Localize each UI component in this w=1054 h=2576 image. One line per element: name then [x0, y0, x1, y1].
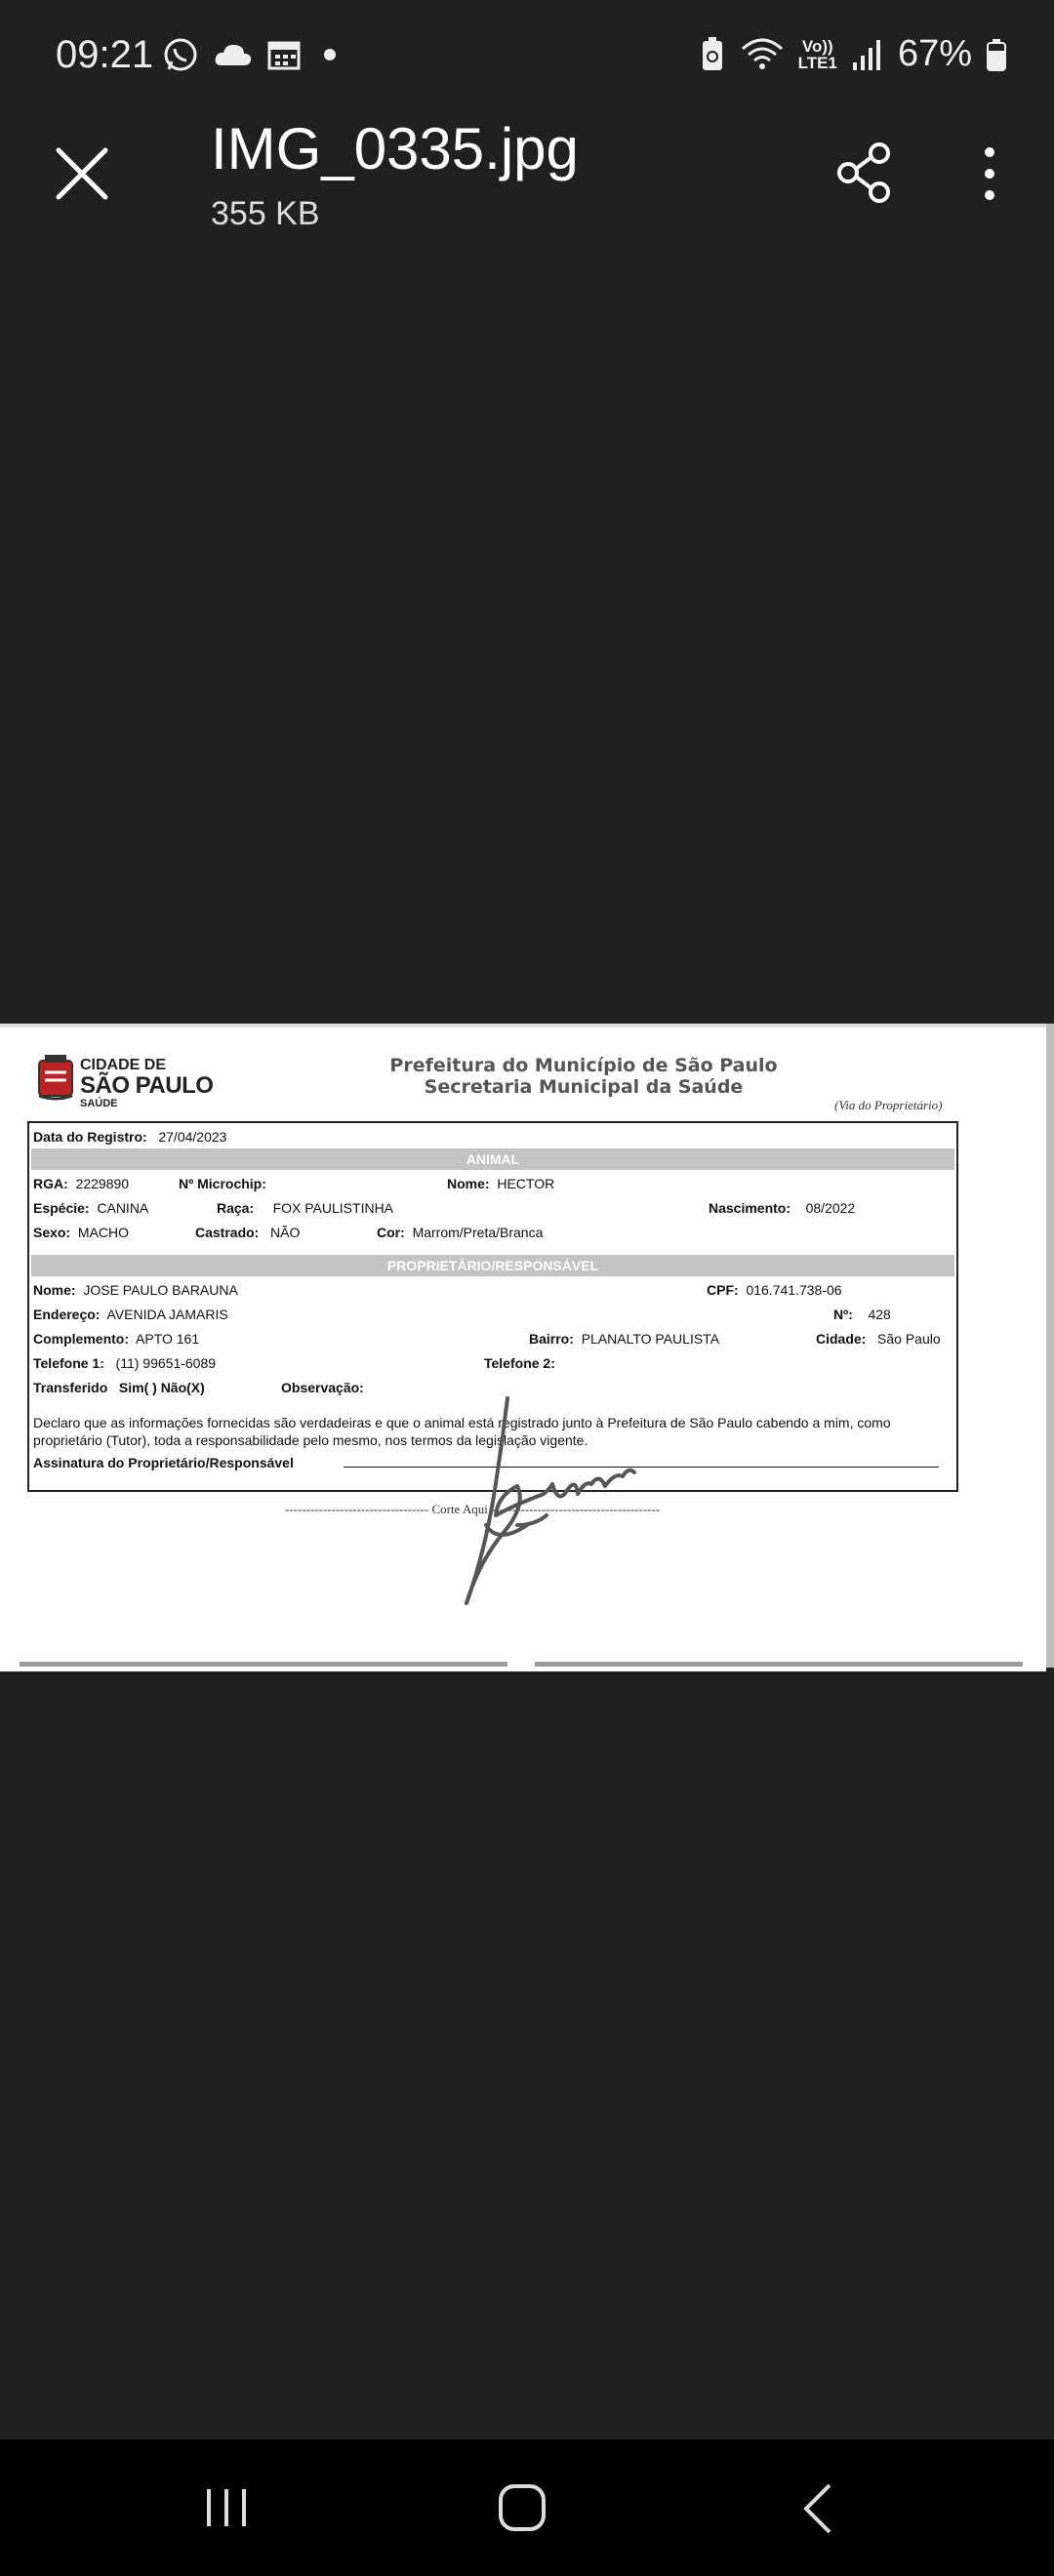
- birth-value: 08/2022: [805, 1200, 856, 1216]
- district-field: [529, 1331, 719, 1347]
- status-icons-left: [161, 35, 345, 74]
- transferred-options: Sim( ) Não(X): [118, 1380, 205, 1395]
- species-field: [33, 1200, 148, 1216]
- dot-icon: [315, 40, 345, 69]
- city-field: [816, 1331, 941, 1347]
- castrated-value: NÃO: [270, 1225, 301, 1240]
- org-line-1: Prefeitura do Município de São Paulo: [389, 1055, 778, 1076]
- org-line-2: Secretaria Municipal da Saúde: [424, 1076, 744, 1098]
- sex-value: MACHO: [77, 1225, 130, 1240]
- owner-name-value: JOSE PAULO BARAUNA: [83, 1282, 238, 1298]
- city-logo-name: SÃO PAULO: [80, 1072, 214, 1099]
- status-icons-right: [699, 33, 1007, 75]
- observation-label: Observação:: [281, 1380, 364, 1395]
- owner-name-label: Nome:: [33, 1282, 76, 1298]
- color-field: [377, 1225, 543, 1240]
- wifi-icon: [740, 35, 785, 74]
- cpf-label: CPF:: [707, 1282, 739, 1298]
- breed-field: [217, 1200, 393, 1216]
- handwritten-signature: [459, 1379, 654, 1623]
- birth-field: [709, 1200, 855, 1216]
- number-value: 428: [868, 1307, 891, 1322]
- document-edge-left: [20, 1662, 507, 1667]
- signal-icon: [851, 37, 884, 72]
- battery-saver-icon: [699, 35, 726, 74]
- home-icon[interactable]: [496, 2481, 548, 2534]
- sex-label: Sexo:: [33, 1225, 71, 1240]
- city-logo-sub: SAÚDE: [80, 1098, 118, 1109]
- owner-header: PROPRIETÁRIO/RESPONSÁVEL: [31, 1255, 954, 1276]
- color-label: Cor:: [377, 1225, 405, 1240]
- microchip-field: [179, 1176, 266, 1191]
- registration-date-row: [33, 1129, 226, 1145]
- address-field: [33, 1307, 228, 1322]
- city-label: Cidade:: [816, 1331, 867, 1347]
- castrated-label: Castrado:: [195, 1225, 260, 1240]
- animal-name-label: Nome:: [447, 1176, 490, 1191]
- rga-value: 2229890: [75, 1176, 130, 1191]
- cut-line: ---------------------------------- Corte Aqui ----------------------------------------: [285, 1502, 661, 1516]
- breed-value: FOX PAULISTINHA: [272, 1200, 394, 1216]
- whatsapp-icon: [161, 35, 200, 74]
- phone1-value: (11) 99651-6089: [115, 1355, 217, 1371]
- copy-note: (Via do Proprietário): [834, 1098, 943, 1112]
- phone2-field: [484, 1355, 555, 1371]
- complement-value: APTO 161: [136, 1331, 200, 1347]
- network-label: LTE1: [797, 53, 837, 72]
- battery-icon: [986, 37, 1007, 72]
- city-seal-icon: [37, 1053, 74, 1102]
- share-icon[interactable]: [835, 141, 894, 204]
- owner-name-field: [33, 1282, 238, 1298]
- declaration-text: Declaro que as informações fornecidas são verdadeiras e que o animal está registrado junto à Prefeitura de São Paulo cabendo a mim, como proprietário (Tutor), toda a responsabilidade pelo mesmo, nos termos da legislação vigente.: [33, 1415, 891, 1448]
- number-field: [833, 1307, 891, 1322]
- more-options-icon[interactable]: [974, 144, 1005, 203]
- species-value: CANINA: [97, 1200, 149, 1216]
- phone1-label: Telefone 1:: [33, 1355, 104, 1371]
- recent-apps-icon[interactable]: [203, 2485, 250, 2530]
- species-label: Espécie:: [33, 1200, 90, 1216]
- signature-field: [33, 1455, 294, 1470]
- document-edge-right: [535, 1662, 1023, 1667]
- signature-label: Assinatura do Proprietário/Responsável: [33, 1455, 294, 1470]
- back-icon[interactable]: [798, 2481, 837, 2536]
- close-icon[interactable]: [53, 144, 111, 203]
- breed-label: Raça:: [217, 1200, 255, 1216]
- battery-percent: 67%: [897, 33, 972, 74]
- color-value: Marrom/Preta/Branca: [412, 1225, 544, 1240]
- castrated-field: [195, 1225, 300, 1240]
- phone2-label: Telefone 2:: [484, 1355, 555, 1371]
- address-value: AVENIDA JAMARIS: [106, 1307, 228, 1322]
- volte-icon: Vo)) LTE1: [797, 36, 837, 72]
- address-label: Endereço:: [33, 1307, 101, 1322]
- document-image[interactable]: [0, 1024, 1046, 1671]
- cloud-icon: [214, 40, 253, 69]
- transferred-label: Transferido: [33, 1380, 108, 1395]
- status-time: 09:21: [56, 33, 154, 76]
- observation-field: [281, 1380, 364, 1395]
- calendar-icon: [266, 37, 302, 72]
- phone1-field: [33, 1355, 216, 1371]
- registration-date-value: 27/04/2023: [158, 1129, 227, 1145]
- transferred-field: [33, 1380, 205, 1395]
- city-value: São Paulo: [877, 1331, 941, 1347]
- complement-label: Complemento:: [33, 1331, 129, 1347]
- rga-field: [33, 1176, 129, 1191]
- file-title: IMG_0335.jpg: [211, 116, 579, 181]
- city-logo-top: CIDADE DE: [80, 1057, 167, 1073]
- birth-label: Nascimento:: [709, 1200, 791, 1216]
- cpf-value: 016.741.738-06: [746, 1282, 842, 1298]
- cpf-field: [707, 1282, 842, 1298]
- file-size: 355 KB: [211, 195, 320, 232]
- district-value: PLANALTO PAULISTA: [581, 1331, 720, 1347]
- document-scrollbar: [1046, 1024, 1054, 1668]
- number-label: Nº:: [833, 1307, 853, 1322]
- sex-field: [33, 1225, 129, 1240]
- animal-header: ANIMAL: [31, 1148, 954, 1170]
- district-label: Bairro:: [529, 1331, 574, 1347]
- animal-name-value: HECTOR: [497, 1176, 555, 1191]
- status-bar: [0, 0, 1054, 117]
- registration-date-label: Data do Registro:: [33, 1129, 147, 1145]
- complement-field: [33, 1331, 199, 1347]
- rga-label: RGA:: [33, 1176, 68, 1191]
- microchip-label: Nº Microchip:: [179, 1176, 266, 1191]
- animal-name-field: [447, 1176, 554, 1191]
